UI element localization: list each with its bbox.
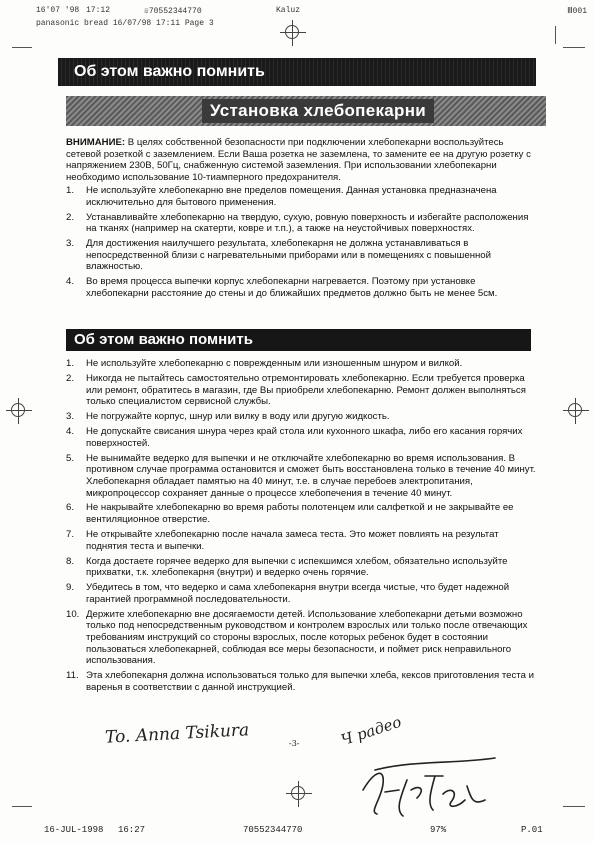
list-item [66, 556, 538, 579]
item-number: 3. [66, 411, 75, 423]
item-text: Держите хлебопекарню вне досягаемости детей. Использование хлебопекарни детьми возможно только под непосредственным руководством и контролем взрослых или только после отвечающих требованиям инструкций со стороны взрослых, после которых ребенок будет в состоянии пользоваться хлебопекарней, соблюдая все меры безопасности, и поймет риск неправильного использования. [86, 608, 528, 667]
item-text: Во время процесса выпечки корпус хлебопекарни нагревается. Поэтому при установке хлебопекарни расстояние до стены и до ближайших предметов должно быть не менее 5см. [86, 276, 498, 299]
list-item [66, 609, 538, 667]
item-number: 5. [66, 452, 75, 464]
item-number: 9. [66, 582, 75, 594]
item-number: 3. [66, 238, 75, 250]
list-item [66, 276, 538, 299]
item-text: Не накрывайте хлебопекарню во время работы полотенцем или салфеткой и не закрывайте ее вентиляционное отверстие. [86, 502, 514, 526]
item-text: Не погружайте корпус, шнур или вилку в воду или другую жидкость. [86, 411, 390, 423]
fax-date: 16'07 '98 [36, 6, 80, 15]
list-item [66, 185, 538, 208]
list-item [66, 426, 538, 449]
list-item [66, 670, 538, 693]
footer-date: 16-JUL-1998 [44, 825, 104, 835]
item-number: 4. [66, 276, 75, 288]
handwritten-signature [355, 750, 505, 820]
fax-recipient: Kaluz [276, 6, 301, 15]
footer-number: 70552344770 [243, 825, 303, 835]
list-item [66, 502, 538, 525]
item-number: 8. [66, 555, 75, 567]
list-item [66, 373, 538, 408]
footer-page: P.01 [521, 825, 543, 835]
item-number: 2. [66, 211, 75, 223]
list-item [66, 238, 538, 273]
cut-mark-top-left [12, 47, 32, 48]
item-text: Не открывайте хлебопекарню после начала замеса теста. Это может повлиять на результат поднятия теста и выпечки. [86, 529, 499, 552]
handwritten-recipient-note: To. Anna Tsikura [104, 720, 250, 748]
registration-mark-bottom [286, 781, 312, 807]
registration-mark-top [280, 20, 306, 46]
registration-mark-left [6, 398, 32, 424]
warning-text: В целях собственной безопасности при подключении хлебопекарни воспользуйтесь сетевой розеткой с заземлением. Если Ваша розетка не заземлена, то замените ее на другую розетку с напряжением 230В, 50Гц, снабженную системой заземления. При использовании хлебопекарни необходимо использование 10-тиамперного предохранителя. [66, 137, 531, 183]
fax-header-line2: panasonic bread 16/07/98 17:11 Page 3 [36, 19, 214, 28]
top-banner: Об этом важно помнить [58, 58, 536, 86]
remember-section-header: Об этом важно помнить [66, 329, 531, 351]
registration-mark-right [563, 398, 589, 424]
footer-time: 16:27 [118, 825, 146, 835]
item-number: 4. [66, 426, 75, 438]
page-number-marker: -3- [289, 739, 300, 748]
item-text: Когда достаете горячее ведерко для выпечки с испекшимся хлебом, обязательно используйте прихватки, т.к. хлебопекарня (внутри) и ведерко очень горячие. [86, 555, 508, 579]
item-text: Устанавливайте хлебопекарню на твердую, сухую, ровную поверхность и избегайте расположения на тканях (например на скатерти, ковре и т.п.), а также на неустойчивых поверхностях. [86, 211, 529, 235]
fax-time: 17:12 [86, 6, 111, 15]
cut-mark-top-right-v [555, 26, 556, 44]
item-number: 7. [66, 529, 75, 541]
handwritten-side-note: Ч радео [338, 712, 404, 750]
fax-corner-mark: Ⅲ001 [567, 7, 587, 16]
item-text: Эта хлебопекарня должна использоваться только для выпечки хлеба, кексов приготовления теста и варенья в соответствии с данной инструкцией. [86, 670, 534, 693]
item-text: Не используйте хлебопекарню с поврежденным или изношенным шнуром и вилкой. [86, 358, 463, 369]
item-number: 11. [66, 670, 79, 682]
install-list [66, 185, 538, 303]
item-number: 1. [66, 185, 75, 196]
item-number: 6. [66, 502, 75, 514]
warning-paragraph [66, 137, 536, 183]
list-item [66, 582, 538, 605]
item-text: Убедитесь в том, что ведерко и сама хлебопекарня внутри всегда чистые, что будет надежной гарантией программной последовательности. [86, 582, 510, 605]
install-section-title: Установка хлебопекарни [202, 99, 434, 123]
item-number: 1. [66, 358, 75, 369]
cut-mark-bottom-left [12, 806, 32, 807]
item-text: Не допускайте свисания шнура через край стола или кухонного шкафа, либо его касания горячих поверхностей. [86, 426, 523, 449]
list-item [66, 453, 538, 499]
item-text: Не используйте хлебопекарню вне пределов помещения. Данная установка предназначена исключительно для бытового применения. [86, 185, 497, 208]
item-number: 2. [66, 372, 75, 384]
item-text: Никогда не пытайтесь самостоятельно отремонтировать хлебопекарню. Если требуется проверка или ремонт, обратитесь в магазин, где Вы приобрели хлебопекарню. Ремонт должен выполняться только специалистом сервисной службы. [86, 372, 526, 408]
cut-mark-top-right [563, 47, 585, 48]
item-text: Для достижения наилучшего результата, хлебопекарня не должна устанавливаться в непосредственной близи с нагревательными приборами или в помещениях с повышенной влажностью. [86, 238, 491, 273]
item-text: Не вынимайте ведерко для выпечки и не отключайте хлебопекарню во время использования. В противном случае программа остановится и сможет быть восстановлена только в течение 40 минут. Хлебопекарня обладает памятью на 40 минут, т.е. в случае перебоев электропитания, микропроцессор сохраняет данные о процессе хлебопечения в течение 40 минут. [86, 452, 536, 499]
fax-number: ☏70552344770 [144, 7, 202, 16]
list-item [66, 411, 538, 423]
item-number: 10. [66, 608, 80, 620]
list-item [66, 358, 538, 370]
cut-mark-bottom-right [563, 806, 585, 807]
list-item [66, 529, 538, 552]
footer-percent: 97% [430, 825, 447, 835]
list-item [66, 212, 538, 235]
remember-list [66, 358, 538, 697]
warning-label: ВНИМАНИЕ: [66, 137, 126, 148]
install-section-header [66, 96, 546, 126]
